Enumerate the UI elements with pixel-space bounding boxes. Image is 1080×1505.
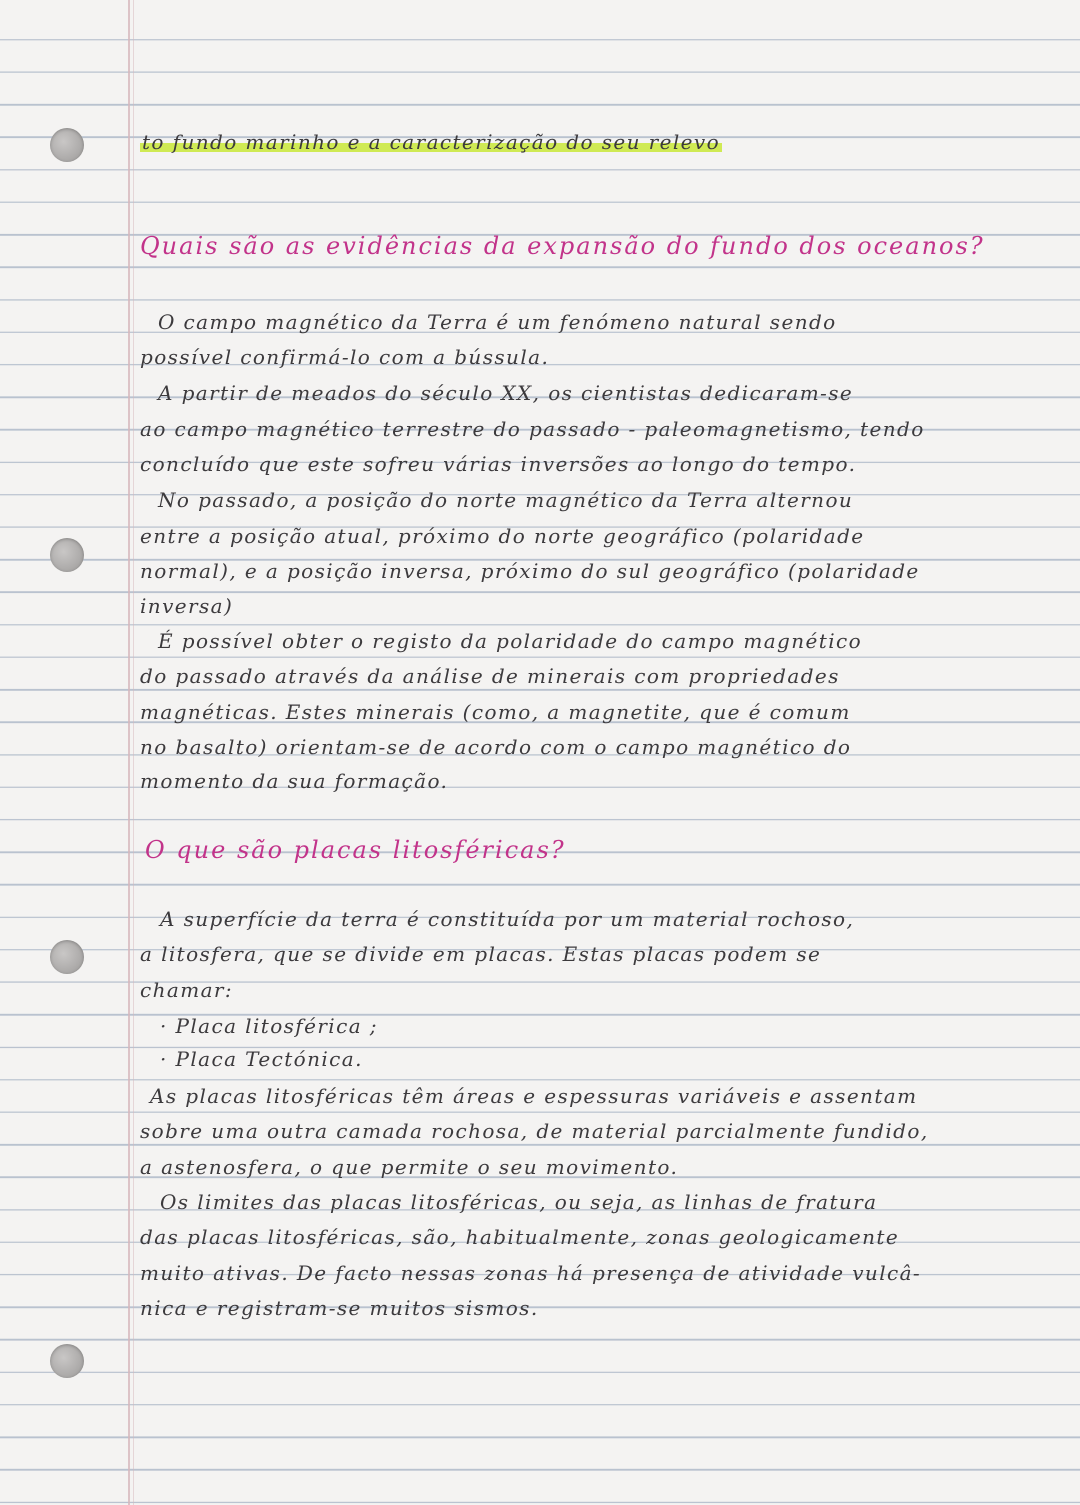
text-line: a astenosfera, o que permite o seu movimento. [140,1155,679,1179]
text-line [140,128,722,156]
text-line: O campo magnético da Terra é um fenómeno natural sendo [158,310,837,334]
margin-line [128,0,130,1505]
text-line: Os limites das placas litosféricas, ou seja, as linhas de fratura [160,1190,878,1214]
text-line: As placas litosféricas têm áreas e espessuras variáveis e assentam [150,1084,918,1108]
text-line: inversa) [140,594,234,618]
binder-hole [50,538,84,572]
text-line: nica e registram-se muitos sismos. [140,1296,539,1320]
binder-hole [50,128,84,162]
binder-hole [50,1344,84,1378]
text-line: do passado através da análise de minerais com propriedades [140,664,840,688]
text-line: A partir de meados do século XX, os cientistas dedicaram-se [158,381,854,405]
text-line: entre a posição atual, próximo do norte geográfico (polaridade [140,524,865,548]
text-line: chamar: [140,978,233,1002]
text-line: a litosfera, que se divide em placas. Estas placas podem se [140,942,822,966]
text-line: É possível obter o registo da polaridade do campo magnético [158,629,863,653]
text-line: concluído que este sofreu várias inversões ao longo do tempo. [140,452,857,476]
text-line: A superfície da terra é constituída por um material rochoso, [160,907,855,931]
text-line: no basalto) orientam-se de acordo com o campo magnético do [140,735,852,759]
list-item: · Placa litosférica ; [160,1014,378,1038]
text-line: normal), e a posição inversa, próximo do sul geográfico (polaridade [140,559,920,583]
section-heading: O que são placas litosféricas? [145,836,566,864]
margin-line-secondary [133,0,134,1505]
text-line: muito ativas. De facto nessas zonas há presença de atividade vulcâ- [140,1261,922,1285]
text-line: das placas litosféricas, são, habitualmente, zonas geologicamente [140,1225,900,1249]
text-line: momento da sua formação. [140,769,449,793]
highlighted-text: to fundo marinho e a caracterização do seu relevo [142,130,721,154]
section-heading: Quais são as evidências da expansão do fundo dos oceanos? [140,232,985,260]
binder-hole [50,940,84,974]
text-line: ao campo magnético terrestre do passado - paleomagnetismo, tendo [140,417,925,441]
text-line: No passado, a posição do norte magnético da Terra alternou [158,488,854,512]
text-line: sobre uma outra camada rochosa, de material parcialmente fundido, [140,1119,929,1143]
list-item: · Placa Tectónica. [160,1047,363,1071]
text-line: magnéticas. Estes minerais (como, a magnetite, que é comum [140,700,851,724]
text-line: possível confirmá-lo com a bússula. [140,345,550,369]
